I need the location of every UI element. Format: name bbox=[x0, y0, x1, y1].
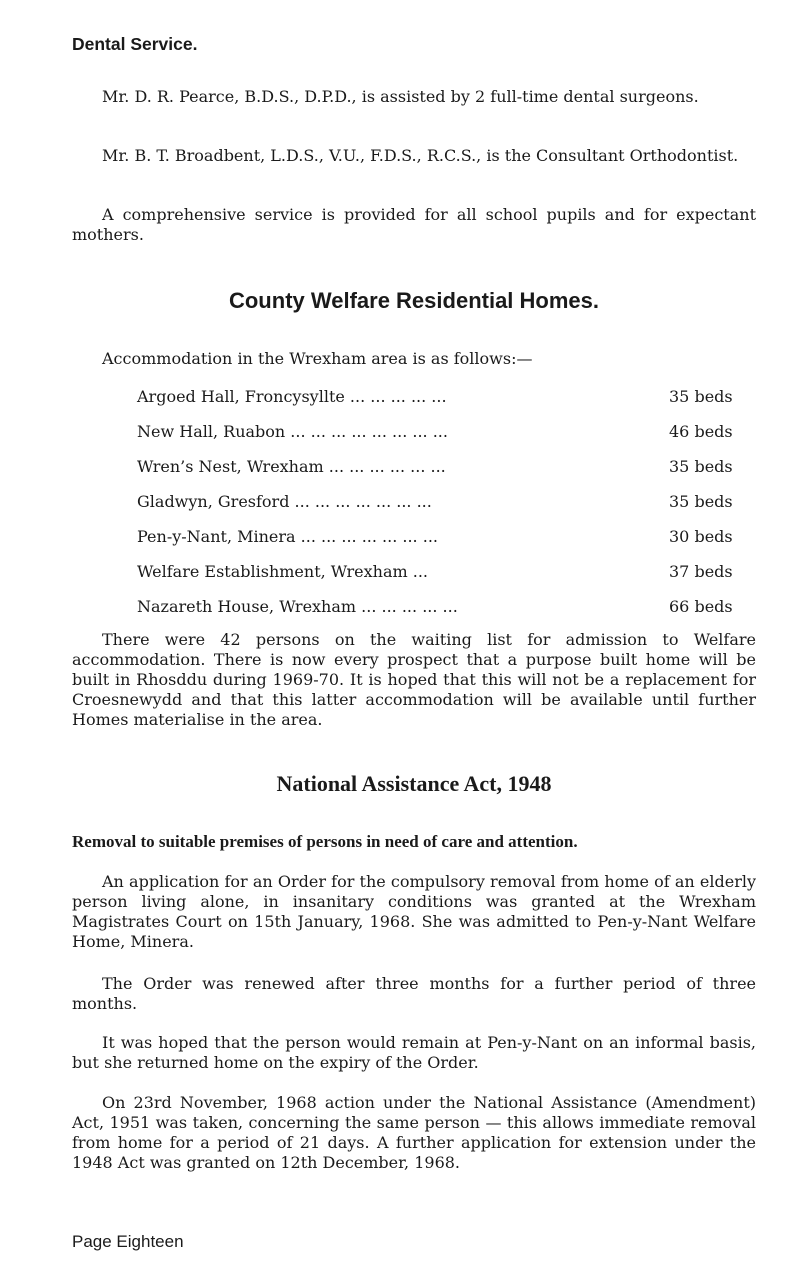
dental-paragraph-2: Mr. B. T. Broadbent, L.D.S., V.U., F.D.S., R.C.S., is the Consultant Orthodontist. bbox=[102, 146, 739, 165]
home-name: Wren’s Nest, Wrexham ... ... ... ... ... ... bbox=[137, 457, 446, 476]
list-item bbox=[137, 526, 737, 548]
list-item bbox=[137, 491, 737, 513]
list-item bbox=[137, 386, 737, 408]
waiting-list-paragraph: There were 42 persons on the waiting list for admission to Welfare accommodation. There is now every prospect that a purpose built home will be built in Rhosddu during 1969-70. It is hoped that this will not be a replacement for Croesnewydd and that this latter accommodation will be available until further Homes materialise in the area. bbox=[72, 630, 756, 729]
list-item bbox=[137, 421, 737, 443]
welfare-homes-heading: County Welfare Residential Homes. bbox=[228, 288, 599, 313]
home-beds: 66 beds bbox=[669, 597, 733, 616]
national-assistance-heading: National Assistance Act, 1948 bbox=[276, 771, 552, 796]
home-name: Nazareth House, Wrexham ... ... ... ... ... bbox=[137, 597, 458, 616]
national-assistance-paragraph-4: On 23rd November, 1968 action under the National Assistance (Amendment) Act, 1951 was taken, concerning the same person — this allows immediate removal from home for a period of 21 days. A further application for extension under the 1948 Act was granted on 12th December, 1968. bbox=[72, 1093, 756, 1172]
list-item bbox=[137, 456, 737, 478]
home-beds: 35 beds bbox=[669, 492, 733, 511]
home-beds: 37 beds bbox=[669, 562, 733, 581]
national-assistance-paragraph-2: The Order was renewed after three months for a further period of three months. bbox=[72, 974, 756, 1013]
accommodation-intro: Accommodation in the Wrexham area is as follows:— bbox=[102, 349, 533, 368]
home-beds: 30 beds bbox=[669, 527, 733, 546]
home-name: New Hall, Ruabon ... ... ... ... ... ... ... ... bbox=[137, 422, 448, 441]
dental-paragraph-3: A comprehensive service is provided for all school pupils and for expectant mothers. bbox=[72, 205, 756, 244]
home-name: Pen-y-Nant, Minera ... ... ... ... ... ... ... bbox=[137, 527, 438, 546]
national-assistance-paragraph-1: An application for an Order for the compulsory removal from home of an elderly person living alone, in insanitary conditions was granted at the Wrexham Magistrates Court on 15th January, 1968. She was admitted to Pen-y-Nant Welfare Home, Minera. bbox=[72, 872, 756, 951]
dental-paragraph-1: Mr. D. R. Pearce, B.D.S., D.P.D., is assisted by 2 full-time dental surgeons. bbox=[102, 87, 699, 106]
home-name: Argoed Hall, Froncysyllte ... ... ... ... ... bbox=[137, 387, 447, 406]
home-name: Welfare Establishment, Wrexham ... bbox=[137, 562, 429, 581]
home-beds: 35 beds bbox=[669, 457, 733, 476]
home-beds: 46 beds bbox=[669, 422, 733, 441]
page-number: Page Eighteen bbox=[72, 1232, 184, 1251]
national-assistance-paragraph-3: It was hoped that the person would remain at Pen-y-Nant on an informal basis, but she returned home on the expiry of the Order. bbox=[72, 1033, 756, 1072]
removal-subheading: Removal to suitable premises of persons in need of care and attention. bbox=[72, 832, 578, 851]
home-name: Gladwyn, Gresford ... ... ... ... ... ... ... bbox=[137, 492, 432, 511]
dental-service-heading: Dental Service. bbox=[72, 34, 198, 54]
home-beds: 35 beds bbox=[669, 387, 733, 406]
list-item bbox=[137, 596, 737, 618]
list-item bbox=[137, 561, 737, 583]
